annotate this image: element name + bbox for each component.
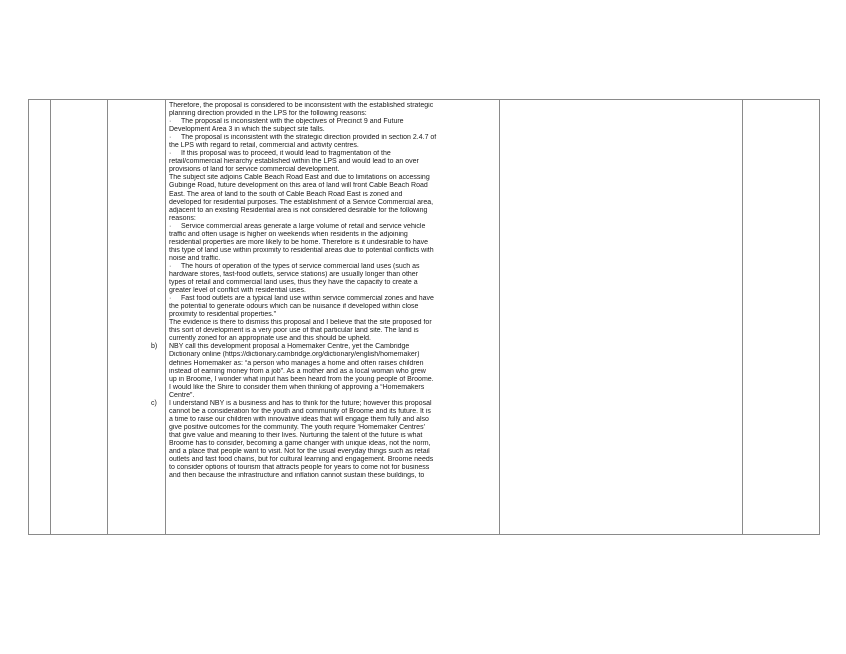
paragraph-line: this sort of development is a very poor use of that particular land site. The land is xyxy=(169,327,419,335)
bullet-marker: · xyxy=(169,262,172,270)
bullet-text: The proposal is inconsistent with the strategic direction provided in section 2.4.7 of xyxy=(181,134,437,142)
item-line: that give value and meaning to their lives. Nurturing the talent of the future is what xyxy=(169,431,423,439)
bullet-line xyxy=(169,279,499,287)
paragraph-line: The subject site adjoins Cable Beach Road East and due to limitations on accessing xyxy=(169,174,430,182)
bullet-marker: · xyxy=(169,295,172,303)
bullet-text: traffic and often usage is higher on weekends when residents in the adjoining xyxy=(169,230,408,238)
bullet-text: retail/commercial hierarchy established within the LPS and would lead to an over xyxy=(169,158,419,166)
bullet-text: hardware stores, fast-food outlets, service stations) are usually longer than other xyxy=(169,270,419,278)
bullet-line xyxy=(169,223,499,231)
item-line: defines Homemaker as: “a person who manages a home and often raises children xyxy=(169,359,424,367)
paragraph-line: adjacent to an existing Residential area is not considered desirable for the following xyxy=(169,206,428,214)
item-line: to consider options of tourism that attracts people for years to come not for business xyxy=(169,464,430,472)
bullet-text: If this proposal was to proceed, it would lead to fragmentation of the xyxy=(181,150,391,158)
item-line: outlets and fast food chains, but for cultural learning and engagement. Broome needs xyxy=(169,456,434,464)
submission-table xyxy=(28,99,820,535)
bullet-text: proximity to residential properties." xyxy=(169,311,277,319)
paragraph-line: reasons: xyxy=(169,214,196,222)
bullet-text: noise and traffic. xyxy=(169,254,221,262)
bullet-line xyxy=(169,166,499,174)
item-line: a time to raise our children with innovative ideas that will engage them fully and also xyxy=(169,415,429,423)
item-label: b) xyxy=(151,343,158,351)
bullet-line xyxy=(169,118,499,126)
bullet-text: greater level of conflict with residential uses. xyxy=(169,287,306,295)
bullet-text: Service commercial areas generate a large volume of retail and service vehicle xyxy=(181,222,426,230)
item-line: and then because the infrastructure and inflation cannot sustain these buildings, to xyxy=(169,472,425,480)
item-line: I would like the Shire to consider them when thinking of approving a “Homemakers xyxy=(169,383,425,391)
paragraph-line: The evidence is there to dismiss this proposal and I believe that the site proposed for xyxy=(169,319,432,327)
paragraph-line: developed for residential purposes. The establishment of a Service Commercial area, xyxy=(169,198,434,206)
column-divider xyxy=(107,100,108,534)
bullet-line xyxy=(169,271,499,279)
bullet-line xyxy=(169,231,499,239)
bullet-marker: · xyxy=(169,150,172,158)
bullet-line xyxy=(169,239,499,247)
item-line: give positive outcomes for the community. The youth require ‘Homemaker Centres’ xyxy=(169,423,426,431)
bullet-line xyxy=(169,303,499,311)
item-line: Dictionary online (https://dictionary.cambridge.org/dictionary/english/homemaker) xyxy=(169,351,420,359)
item-line: Broome has to consider, becoming a game changer with unique ideas, not the norm, xyxy=(169,439,431,447)
bullet-text: The proposal is inconsistent with the objectives of Precinct 9 and Future xyxy=(181,118,404,126)
bullet-line xyxy=(169,126,499,134)
bullet-line xyxy=(169,247,499,255)
bullet-line xyxy=(169,311,499,319)
bullet-text: The hours of operation of the types of service commercial land uses (such as xyxy=(181,262,420,270)
submission-text-cell xyxy=(151,102,499,480)
bullet-line xyxy=(169,287,499,295)
bullet-text: Development Area 3 in which the subject site falls. xyxy=(169,126,325,134)
item-label: c) xyxy=(151,399,157,407)
bullet-marker: · xyxy=(169,222,172,230)
bullet-text: the potential to generate odours which can be nuisance if developed within close xyxy=(169,303,419,311)
item-line: NBY call this development proposal a Homemaker Centre, yet the Cambridge xyxy=(169,343,410,351)
item-line: and a place that people want to visit. Not for the usual everyday things such as retail xyxy=(169,448,430,456)
item-line: cannot be a consideration for the youth and community of Broome and its future. It is xyxy=(169,407,431,415)
list-item xyxy=(151,343,499,399)
item-line: up in Broome, I wonder what input has been heard from the young people of Broome. xyxy=(169,375,434,383)
column-divider xyxy=(165,100,166,534)
bullet-line xyxy=(169,142,499,150)
bullet-line xyxy=(169,150,499,158)
item-line: Centre”. xyxy=(169,391,195,399)
bullet-line xyxy=(169,158,499,166)
list-item xyxy=(151,399,499,480)
column-divider xyxy=(50,100,51,534)
bullet-line xyxy=(169,295,499,303)
bullet-text: provisions of land for service commercial development. xyxy=(169,166,340,174)
paragraph-line: planning direction provided in the LPS for the following reasons: xyxy=(169,110,367,118)
paragraph-line: East. The area of land to the south of Cable Beach Road East is zoned and xyxy=(169,190,403,198)
item-line: I understand NBY is a business and has to think for the future; however this proposal xyxy=(169,399,432,407)
paragraph-line: Gubinge Road, future development on this area of land will front Cable Beach Road xyxy=(169,182,428,190)
column-divider xyxy=(742,100,743,534)
column-divider xyxy=(499,100,500,534)
bullet-text: residential properties are more likely to be home. Therefore is it undesirable to have xyxy=(169,238,429,246)
bullet-line xyxy=(169,263,499,271)
bullet-text: types of retail and commercial land uses, thus they have the capacity to create a xyxy=(169,279,418,287)
bullet-marker: · xyxy=(169,118,172,126)
bullet-line xyxy=(169,255,499,263)
bullet-marker: · xyxy=(169,134,172,142)
paragraph-line: Therefore, the proposal is considered to be inconsistent with the established strategic xyxy=(169,102,434,109)
item-line: instead of earning money from a job”. As a mother and as a local woman who grew xyxy=(169,367,426,375)
paragraph-line: currently zoned for an appropriate use and this should be upheld. xyxy=(169,335,371,343)
bullet-line xyxy=(169,134,499,142)
bullet-text: Fast food outlets are a typical land use within service commercial zones and have xyxy=(181,295,434,303)
bullet-text: the LPS with regard to retail, commercial and activity centres. xyxy=(169,142,359,150)
bullet-text: this type of land use within proximity to residential areas due to potential conflicts with xyxy=(169,246,434,254)
